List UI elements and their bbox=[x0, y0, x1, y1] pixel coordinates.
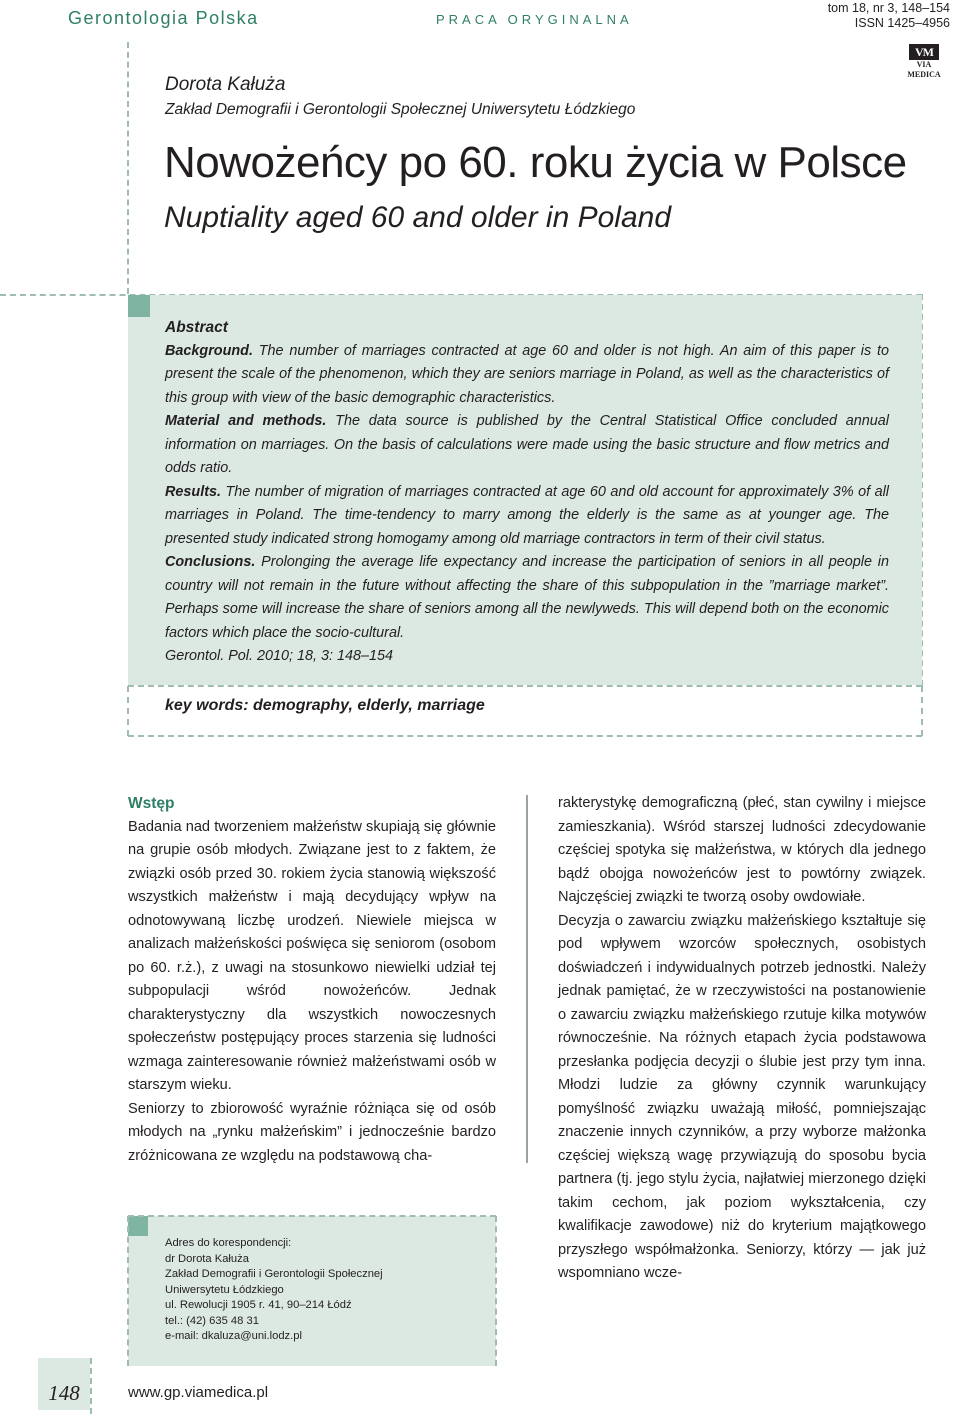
body-paragraph: Decyzja o zawarciu związku małżeńskiego kształtuje się pod wpływem wzorców społecznych, osobistych doświadczeń i indywidualnych potrzeb jednostki. Należy jednak pamiętać, że w rzeczywistości na postanowienie o zawarciu związku małżeńskiego rzutuje kilka motywów równocześnie. Na różnych etapach życia podstawowa przesłanka podjęcia decyzji o ślubie jest przy tym inna. Młodzi ludzie za główny czynnik warunkujący pomyślność związku uważają miłość, pomniejszając znaczenie innych czynników, a przy wyborze małżonka częściej większą wagę przywiązują do sposobu bycia partnera (tj. jego stylu życia, najłatwiej mierzonego dzięki takim cechom, jak poziom wykształcenia, czy kwalifikacje zawodowe) niż do kryterium majątkowego przyszłego współmałżonka. Seniorzy, którzy — jak już wspomniano wcze- bbox=[558, 912, 926, 1281]
abstract-background bbox=[165, 340, 889, 411]
conclusions-label: Conclusions. bbox=[165, 554, 256, 570]
column-divider bbox=[526, 795, 528, 1163]
correspondence-street: ul. Rewolucji 1905 r. 41, 90–214 Łódź bbox=[165, 1299, 352, 1311]
dashed-frame-line bbox=[127, 42, 129, 294]
keywords: key words: demography, elderly, marriage bbox=[165, 697, 485, 714]
abstract-results bbox=[165, 481, 889, 552]
correspondence-email: e-mail: dkaluza@uni.lodz.pl bbox=[165, 1330, 302, 1342]
journal-url[interactable]: www.gp.viamedica.pl bbox=[128, 1384, 269, 1401]
title-polish: Nowożeńcy po 60. roku życia w Polsce bbox=[164, 138, 907, 187]
correspondence-dept: Zakład Demografii i Gerontologii Społecznej bbox=[165, 1268, 383, 1280]
conclusions-text: Prolonging the average life expectancy and increase the participation of seniors in all people in country will not remain in the future without affecting the share of this subpopulation in the ”marriage market”. Perhaps some will increase the share of seniors among all the newlyweds. This will depend both on the economic factors which place the socio-cultural. bbox=[165, 554, 889, 641]
dashed-frame-line bbox=[127, 686, 129, 736]
dashed-frame-line bbox=[495, 1216, 497, 1366]
correspondence-name: dr Dorota Kałuża bbox=[165, 1252, 249, 1265]
results-label: Results. bbox=[165, 483, 221, 500]
issn: ISSN 1425–4956 bbox=[854, 16, 950, 30]
dashed-frame-line bbox=[90, 1358, 92, 1414]
citation: Gerontol. Pol. 2010; 18, 3: 148–154 bbox=[165, 648, 394, 664]
correspondence-label: Adres do korespondencji: bbox=[165, 1237, 292, 1249]
body-paragraph: Badania nad tworzeniem małżeństw skupiają się głównie na grupie osób młodych. Związane jest to z faktem, że związki osób przed 30. rokiem życia stanowią większość wszystkich małżeństw i mają decydujący wpływ na odnotowywaną liczbę urodzeń. Niewiele miejsca w analizach małżeńskości poświęca się seniorom (osobom po 60. r.ż.), z uwagi na stosunkowo niewielki udział tej subpopulacji wśród nowożeńców. Jednak charakterystyczny dla wszystkich nowoczesnych społeczeństw postępujący proces starzenia się ludności wzmaga zainteresowanie również małżeństwami osób w starszym wieku. bbox=[128, 818, 496, 1093]
body-paragraph: Seniorzy to zbiorowość wyraźnie różniąca się od osób młodych na „rynku małżeńskim” i jednocześnie bardzo zróżnicowana ze względu na podstawową cha- bbox=[128, 1100, 496, 1164]
methods-text: The data source is published by the Central Statistical Office concluded annual information on marriages. On the basis of calculations were made using the basic structure and flow metrics and odds ratio. bbox=[165, 413, 889, 476]
issue-number: tom 18, nr 3, 148–154 bbox=[827, 1, 950, 15]
dashed-frame-line bbox=[921, 686, 923, 736]
dashed-frame-line bbox=[127, 1216, 129, 1366]
background-label: Background. bbox=[165, 342, 253, 359]
results-text: The number of migration of marriages contracted at age 60 and old account for approximately 3% of all marriages in Poland. The time-tendency to marry among the elderly is the same as at younger age. The presented study indicated strong homogamy among old marriage contractors in term of their civil status. bbox=[165, 483, 889, 547]
decorative-square bbox=[128, 295, 150, 317]
publisher-logo bbox=[900, 44, 948, 80]
decorative-square bbox=[128, 1216, 148, 1236]
correspondence-address bbox=[165, 1236, 383, 1345]
dashed-frame-line bbox=[128, 1215, 496, 1217]
author-affiliation: Zakład Demografii i Gerontologii Społecznej Uniwersytetu Łódzkiego bbox=[165, 101, 636, 118]
abstract-methods bbox=[165, 410, 889, 481]
dashed-frame-line bbox=[128, 735, 922, 737]
correspondence-university: Uniwersytetu Łódzkiego bbox=[165, 1283, 284, 1296]
journal-name: Gerontologia Polska bbox=[68, 8, 259, 28]
body-column-left bbox=[128, 792, 496, 1168]
page-number: 148 bbox=[48, 1381, 80, 1405]
abstract bbox=[165, 316, 889, 669]
abstract-conclusions bbox=[165, 551, 889, 645]
author-name: Dorota Kałuża bbox=[165, 74, 286, 95]
body-column-right bbox=[558, 792, 926, 1286]
abstract-heading: Abstract bbox=[165, 319, 228, 336]
section-label: PRACA ORYGINALNA bbox=[436, 12, 633, 27]
publisher-logo-text: VIA MEDICA bbox=[907, 60, 941, 79]
title-english: Nuptiality aged 60 and older in Poland bbox=[164, 201, 672, 234]
background-text: The number of marriages contracted at age 60 and older is not high. An aim of this paper is to present the scale of the phenomenon, which they are seniors marriage in Poland, as well as the characteristics of this group with view of the basic demographic characteristics. bbox=[165, 342, 889, 406]
intro-heading: Wstęp bbox=[128, 795, 175, 812]
dashed-frame-line bbox=[128, 685, 922, 687]
correspondence-phone: tel.: (42) 635 48 31 bbox=[165, 1314, 259, 1327]
body-paragraph: rakterystykę demograficzną (płeć, stan cywilny i miejsce zamieszkania). Wśród starszej ludności zdecydowanie częściej spotyka się małżeństwa, w których dla jednego bądź obojga nowożeńców jest to powtórny związek. Najczęściej związki te tworzą osoby owdowiałe. bbox=[558, 795, 926, 905]
publisher-logo-mark: VM bbox=[909, 44, 939, 60]
issue-info bbox=[828, 1, 950, 31]
methods-label: Material and methods. bbox=[165, 413, 327, 429]
